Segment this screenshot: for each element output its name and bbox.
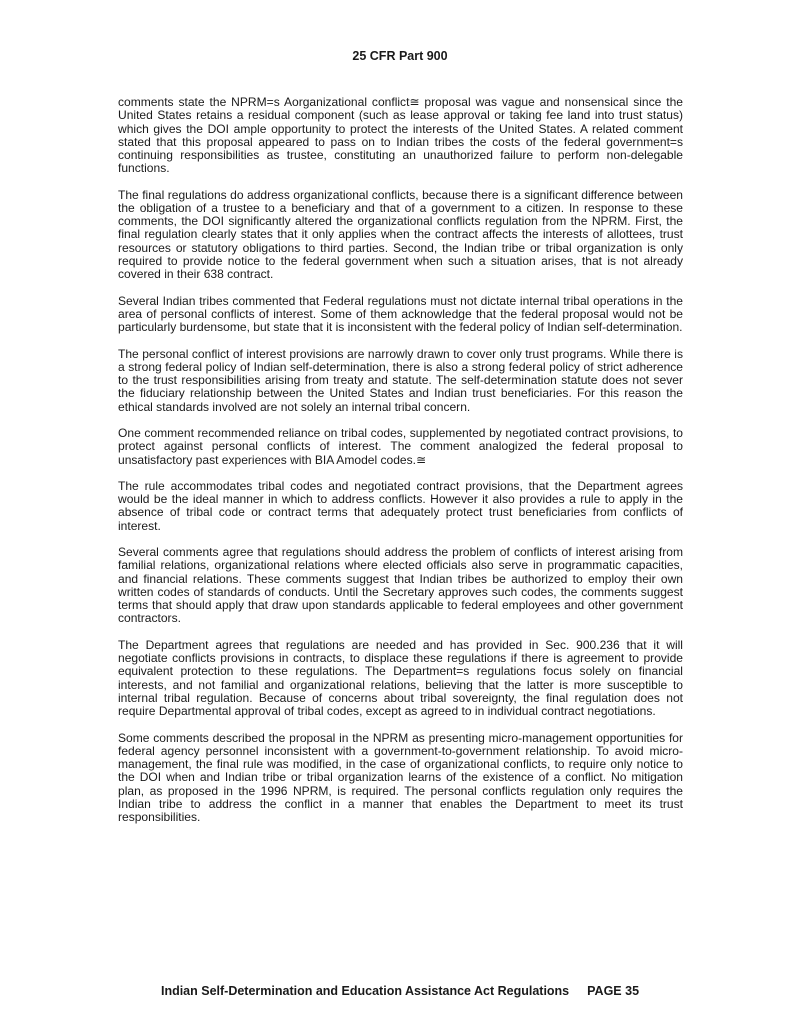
paragraph-4: The personal conflict of interest provisions are narrowly drawn to cover only trust programs. While there is a strong federal policy of Indian self-determination, there is also a strong federal policy of strict adherence to the trust responsibilities arising from treaty and statute. The self-determination statute does not sever the fiduciary relationship between the United States and Indian trust beneficiaries. For this reason the ethical standards involved are not solely an internal tribal concern. (118, 346, 683, 414)
paragraph-1: comments state the NPRM=s Aorganizational conflict≅ proposal was vague and nonsensical since the United States retains a residual component (such as lease approval or taking fee land into trust status) which gives the DOI ample opportunity to protect the interests of the United States. A related comment stated that this proposal appeared to pass on to Indian tribes the costs of the federal government=s continuing responsibilities as trustee, constituting an unauthorized failure to perform non-delegable functions. (118, 95, 683, 176)
paragraph-9: Some comments described the proposal in the NPRM as presenting micro-management opportunities for federal agency personnel inconsistent with a government-to-government relationship. To avoid micro-management, the final rule was modified, in the case of organizational conflicts, to require only notice to the DOI when and Indian tribe or tribal organization learns of the existence of a conflict. No mitigation plan, as proposed in the 1996 NPRM, is required. The personal conflicts regulation only requires the Indian tribe to address the conflict in a manner that enables the Department to meet its trust responsibilities. (118, 730, 683, 824)
page-number: PAGE 35 (587, 984, 640, 998)
paragraph-7: Several comments agree that regulations should address the problem of conflicts of interest arising from familial relations, organizational relations where elected officials also serve in programmatic capacities, and financial relations. These comments suggest that Indian tribes be authorized to employ their own written codes of standards of conducts. Until the Secretary approves such codes, the comments suggest terms that should apply that draw upon standards applicable to federal employees and other government contractors. (118, 545, 683, 626)
document-body (118, 96, 683, 837)
paragraph-2: The final regulations do address organizational conflicts, because there is a significant difference between the obligation of a trustee to a beneficiary and that of a government to a citizen. In response to these comments, the DOI significantly altered the organizational conflicts regulation from the NPRM. First, the final regulation clearly states that it only applies when the contract affects the interests of allottees, trust resources or statutory obligations to third parties. Second, the Indian tribe or tribal organization is only required to provide notice to the federal government when such a situation arises, that is not already covered in their 638 contract. (118, 187, 683, 282)
paragraph-3: Several Indian tribes commented that Federal regulations must not dictate internal tribal operations in the area of personal conflicts of interest. Some of them acknowledge that the federal proposal would not be particularly burdensome, but state that it is inconsistent with the federal policy of Indian self-determination. (118, 293, 683, 335)
paragraph-8: The Department agrees that regulations are needed and has provided in Sec. 900.236 that it will negotiate conflicts provisions in contracts, to displace these regulations if there is agreement to provide equivalent protection to these regulations. The Department=s regulations focus solely on financial interests, and not familial and organizational relations, believing that the latter is more susceptible to internal tribal regulation. Because of concerns about tribal sovereignty, the final regulation does not require Departmental approval of tribal codes, except as agreed to in individual contract negotiations. (118, 637, 683, 719)
footer-title: Indian Self-Determination and Education Assistance Act Regulations (160, 984, 570, 998)
paragraph-5: One comment recommended reliance on tribal codes, supplemented by negotiated contract provisions, to protect against personal conflicts of interest. The comment analogized the federal proposal to unsatisfactory past experiences with BIA Amodel codes.≅ (118, 426, 683, 467)
paragraph-6: The rule accommodates tribal codes and negotiated contract provisions, that the Department agrees would be the ideal manner in which to address conflicts. However it also provides a rule to apply in the absence of tribal code or contract terms that adequately protect trust beneficiaries from conflicts of interest. (118, 478, 683, 533)
page-header: 25 CFR Part 900 (352, 49, 448, 63)
page-footer (0, 984, 800, 998)
